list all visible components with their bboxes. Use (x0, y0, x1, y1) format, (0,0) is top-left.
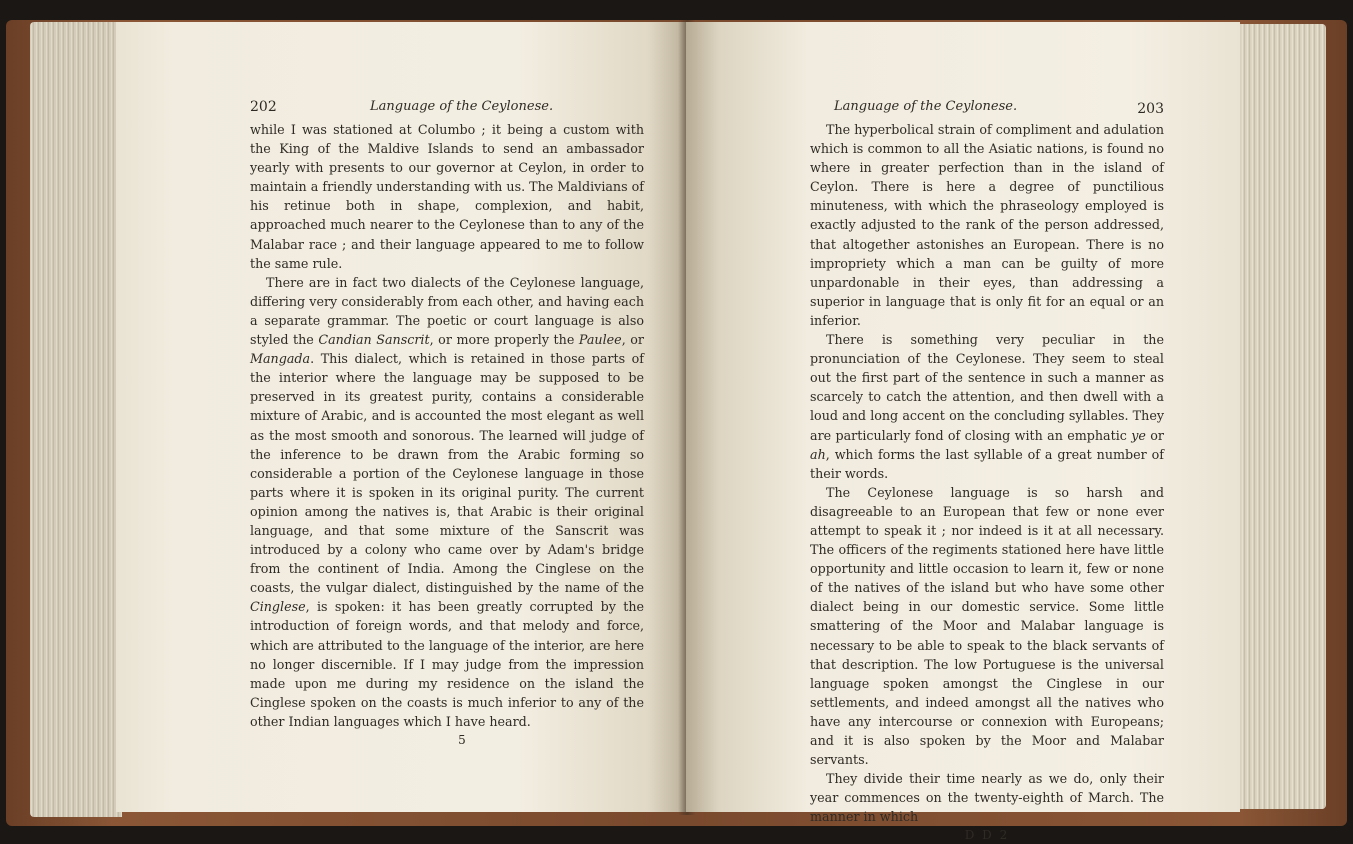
left-running-title: Language of the Ceylonese. (370, 99, 554, 114)
term-ye: ye (1131, 427, 1146, 443)
term-cinglese: Cinglese (250, 599, 306, 615)
right-page-number: 203 (1137, 101, 1164, 117)
right-running-title: Language of the Ceylonese. (834, 99, 1018, 114)
page-edges-right (1236, 24, 1326, 809)
left-paragraph-2: There are in fact two dialects of the Ceylonese language, differing very considerably from each other, and having each a separate grammar. The poetic or court language is also styled the Candian Sanscrit, or more properly the Paulee, or Mangada. This dialect, which is retained in those parts of the interior where the language may be supposed to be preserved in its greatest purity, contains a considerable mixture of Arabic, and is accounted the most elegant as well as the most smooth and sonorous. The learned will judge of the inference to be drawn from the Arabic forming so considerable a portion of the Ceylonese language in those parts where it is spoken in its original purity. The current opinion among the natives is, that Arabic is their original language, and that some mixture of the Sanscrit was introduced by a colony who came over by Adam's bridge from the continent of India. Among the Cinglese on the coasts, the vulgar dialect, distinguished by the name of the Cinglese, is spoken: it has been greatly corrupted by the introduction of foreign words, and that melody and force, which are attributed to the language of the interior, are here no longer discernible. If I may judge from the impression made upon me during my residence on the island the Cinglese spoken on the coasts is much inferior to any of the other Indian languages which I have heard. (250, 274, 644, 729)
right-running-head (810, 98, 1164, 120)
right-signature-mark: D D 2 (964, 828, 1010, 843)
left-running-head (250, 98, 644, 120)
right-page (686, 22, 1240, 843)
left-signature-mark: 5 (458, 733, 466, 747)
term-paulee: Paulee (578, 332, 622, 348)
left-paragraph-1: while I was stationed at Columbo ; it being a custom with the King of the Maldive Islands to send an ambassador yearly with presents to our governor at Ceylon, in order to maintain a friendly understanding with us. The Maldivians of his retinue both in shape, complexion, and habit, approached much nearer to the Ceylonese than to any of the Malabar race ; and their language appeared to me to follow the same rule. (250, 122, 644, 271)
term-mangada: Mangada (250, 351, 311, 367)
page-edges-left (30, 22, 122, 817)
right-body-text (810, 120, 1164, 826)
left-page-number: 202 (250, 99, 277, 115)
left-body-text (250, 120, 644, 731)
right-paragraph-4: They divide their time nearly as we do, only their year commences on the twenty-eighth of March. The manner in which (810, 771, 1164, 825)
right-paragraph-1: The hyperbolical strain of compliment and adulation which is common to all the Asiatic nations, is found no where in greater perfection than in the island of Ceylon. There is here a degree of punctilious minuteness, with which the phraseology employed is exactly adjusted to the rank of the person addressed, that altogether astonishes an European. There is no impropriety which a man can be guilty of more unpardonable in their eyes, than addressing a superior in language that is only fit for an equal or an inferior. (810, 122, 1164, 328)
right-paragraph-3: The Ceylonese language is so harsh and disagreeable to an European that few or none ever attempt to speak it ; nor indeed is it at all necessary. The officers of the regiments stationed here have little opportunity and little occasion to learn it, few or none of the natives of the island but who have some other dialect being in our domestic service. Some little smattering of the Moor and Malabar language is necessary to be able to speak to the black servants of that description. The low Portuguese is the universal language spoken amongst the Cinglese in our settlements, and indeed amongst all the natives who have any intercourse or connexion with Europeans; and it is also spoken by the Moor and Malabar servants. (810, 484, 1164, 768)
term-candian-sanscrit: Candian Sanscrit (318, 332, 430, 348)
right-paragraph-2: There is something very peculiar in the pronunciation of the Ceylonese. They seem to steal out the first part of the sentence in such a manner as scarcely to catch the attention, and then dwell with a loud and long accent on the concluding syllables. They are particularly fond of closing with an emphatic ye or ah, which forms the last syllable of a great number of their words. (810, 332, 1164, 481)
term-ah: ah (810, 446, 826, 462)
left-page (116, 22, 688, 812)
